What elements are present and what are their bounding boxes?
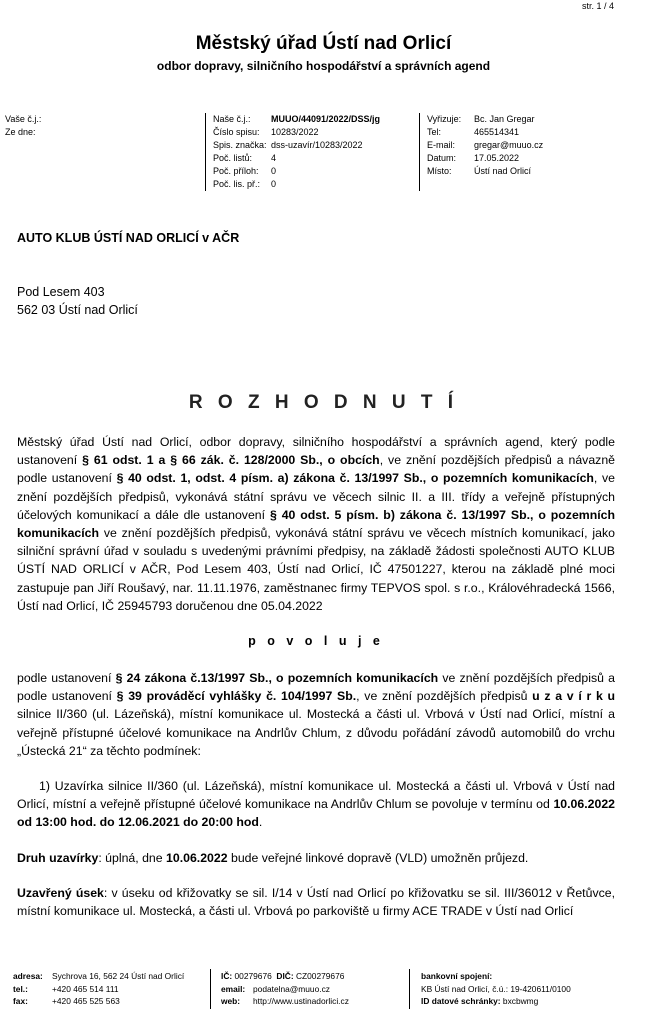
email-value[interactable]: gregar@muuo.cz	[474, 140, 544, 150]
footer-email-link[interactable]: podatelna@muuo.cz	[253, 983, 330, 994]
decision-title: R O Z H O D N U T Í	[188, 392, 459, 413]
header-dated: Ze dne:	[5, 127, 36, 137]
header-your-ref: Vaše č.j.:	[5, 114, 42, 124]
file-number-value: 10283/2022	[271, 127, 319, 137]
sheet-count-label: Poč. listů:	[213, 153, 253, 163]
closure-type: Druh uzavírky: úplná, dne 10.06.2022 bude veřejné linkové dopravě (VLD) umožněn průjezd.	[17, 851, 529, 865]
attachment-sheets-value: 0	[271, 179, 277, 189]
header-right	[427, 113, 543, 178]
our-ref-label: Naše č.j.:	[213, 114, 251, 124]
date-label: Datum:	[427, 153, 457, 163]
place-label: Místo:	[427, 166, 452, 176]
recipient-city: 562 03 Ústí nad Orlicí	[17, 303, 138, 317]
footer-contact: adresa: Sychrova 16, 562 24 Ústí nad Orlicí tel.: +420 465 514 111 fax: +420 465 525 563	[13, 971, 185, 1006]
footer-identifiers: IČ: 00279676 DIČ: CZ00279676 email: podatelna@muuo.cz web: http://www.ustinadorlici.cz	[221, 971, 349, 1006]
recipient-name: AUTO KLUB ÚSTÍ NAD ORLICÍ v AČR	[17, 231, 240, 245]
place-value: Ústí nad Orlicí	[474, 166, 532, 176]
phone-label: Tel:	[427, 127, 442, 137]
closed-section: Uzavřený úsek: v úseku od křižovatky se sil. I/14 v Ústí nad Orlicí po křižovatku se sil. III/36012 v Řetůvce, místní komunikace ul. Mostecká, a části ul. Vrbová po parkoviště u firmy ACE TRADE v Ústí nad Orlicí	[17, 886, 615, 919]
footer-web-link[interactable]: http://www.ustinadorlici.cz	[253, 996, 349, 1006]
footer-bank: bankovní spojení: KB Ústí nad Orlicí, č.ú.: 19-420611/0100 ID datové schránky: bxcbwmg	[421, 971, 571, 1006]
office-title: Městský úřad Ústí nad Orlicí	[195, 33, 452, 54]
recipient-street: Pod Lesem 403	[17, 285, 105, 299]
our-ref-value: MUUO/44091/2022/DSS/jg	[271, 114, 381, 124]
footer-divider-1	[210, 969, 211, 1009]
header-divider-1	[205, 113, 206, 191]
condition-1: 1) Uzavírka silnice II/360 (ul. Lázeňská), místní komunikace ul. Mostecká a části ul. Vrbová v Ústí nad Orlicí, místní a veřejně přístupné účelové komunikace na Andrlův Chlum se povoluje v termínu od 10.06.2022 od 13:00 hod. do 12.06.2021 do 20:00 hod.	[17, 779, 615, 830]
permit-heading: p o v o l u j e	[248, 634, 384, 648]
file-mark-value: dss-uzavír/10283/2022	[271, 140, 363, 150]
header-middle	[213, 113, 380, 191]
attachment-count-value: 0	[271, 166, 277, 176]
office-department: odbor dopravy, silničního hospodářství a správních agend	[156, 59, 491, 73]
attachment-sheets-label: Poč. lis. př.:	[213, 179, 261, 189]
handled-by-value: Bc. Jan Gregar	[474, 114, 535, 124]
handled-by-label: Vyřizuje:	[427, 114, 462, 124]
page-number: str. 1 / 4	[581, 1, 614, 11]
header-left	[5, 113, 41, 139]
permit-paragraph: podle ustanovení § 24 zákona č.13/1997 Sb., o pozemních komunikacích ve znění pozdějších předpisů a podle ustanovení § 39 prováděcí vyhlášky č. 104/1997 Sb., ve znění pozdějších předpisů u z a v í r k u silnice II/360 (ul. Lázeňská), místní komunikace ul. Mostecká a části ul. Vrbová v Ústí nad Orlicí, místní a veřejně přístupné účelové komunikace na Andrlův Chlum, z důvodu pořádání závodů automobilů do vrchu „Ústecká 21“ za těchto podmínek:	[17, 671, 615, 758]
file-mark-label: Spis. značka:	[213, 140, 267, 150]
phone-value: 465514341	[474, 127, 520, 137]
footer-divider-2	[409, 969, 410, 1009]
date-value: 17.05.2022	[474, 153, 520, 163]
header-divider-2	[419, 113, 420, 191]
file-number-label: Číslo spisu:	[213, 127, 260, 137]
email-label: E-mail:	[427, 140, 456, 150]
attachment-count-label: Poč. příloh:	[213, 166, 259, 176]
sheet-count-value: 4	[271, 153, 277, 163]
intro-paragraph: Městský úřad Ústí nad Orlicí, odbor dopravy, silničního hospodářství a správních agend, který podle ustanovení § 61 odst. 1 a § 66 zák. č. 128/2000 Sb., o obcích, ve znění pozdějších předpisů a návazně podle ustanovení § 40 odst. 1, odst. 4 písm. a) zákona č. 13/1997 Sb., o pozemních komunikacích, ve znění pozdějších předpisů, vykonává státní správu ve věcech silnic II. a III. třídy a veřejně přístupných účelových komunikací a dále dle ustanovení § 40 odst. 5 písm. b) zákona č. 13/1997 Sb., o pozemních komunikacích ve znění pozdějších předpisů, vykonává státní správu ve věcech místních komunikací, jako silniční správní úřad v souladu s uvedenými právními předpisy, na základě žádosti společnosti AUTO KLUB ÚSTÍ NAD ORLICÍ v AČR, Pod Lesem 403, Ústí nad Orlicí, IČ 47501227, kterou na základě plné moci zastupuje pan Jiří Roušavý, nar. 11.11.1976, zaměstnanec firmy TEPVOS spol. s r.o., Královéhradecká 1566, Ústí nad Orlicí, IČ 25945793 doručenou dne 05.04.2022	[17, 435, 615, 613]
